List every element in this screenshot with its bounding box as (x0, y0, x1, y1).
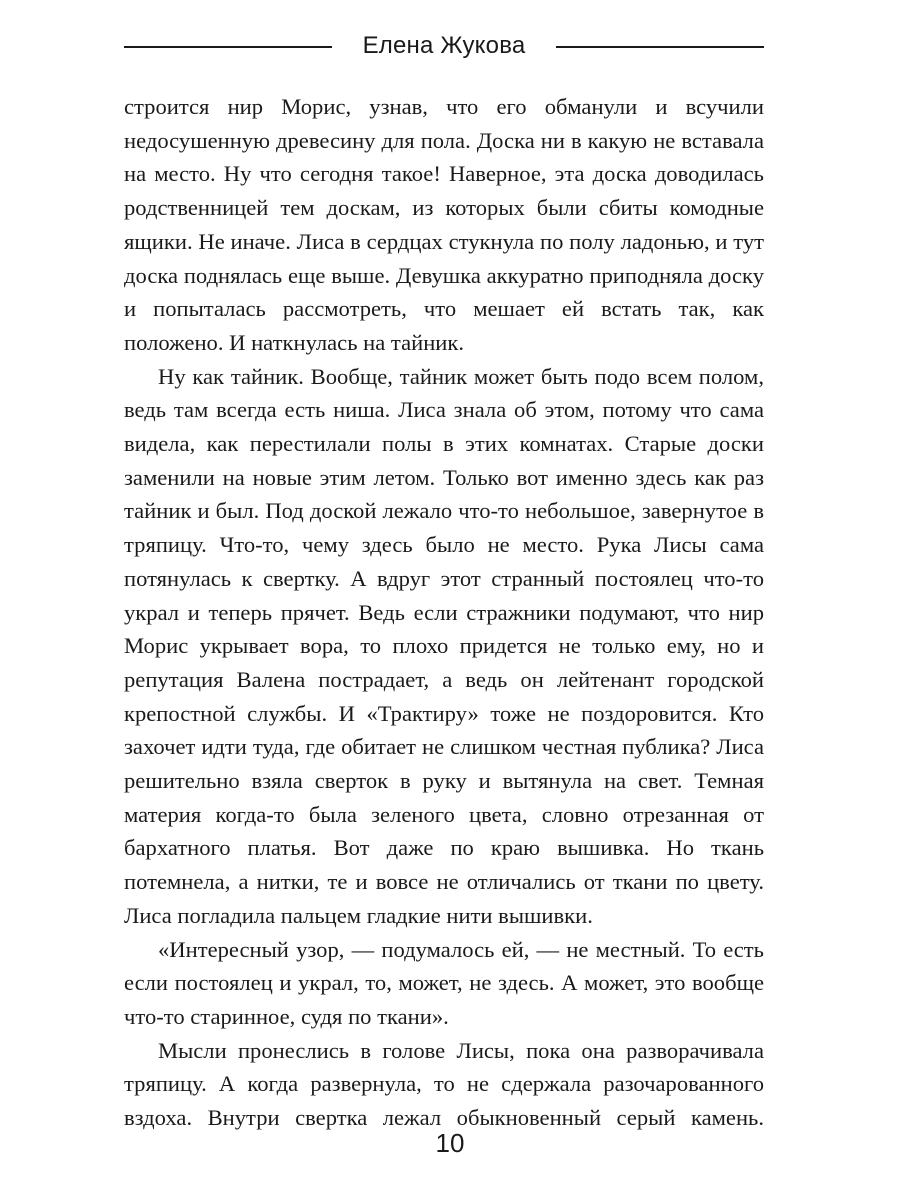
paragraph-2: Ну как тайник. Вообще, тайник может быть подо всем полом, ведь там всегда есть ниша. Лиса знала об этом, потому что сама видела, как перестилали полы в этих комнатах. Старые доски заменили на новые этим летом. Только вот именно здесь как раз тайник и был. Под доской лежало что-то небольшое, завернутое в тряпицу. Что-то, чему здесь было не место. Рука Лисы сама потянулась к свертку. А вдруг этот странный постоялец что-то украл и теперь прячет. Ведь если стражники подумают, что нир Морис укрывает вора, то плохо придется не только ему, но и репутация Валена пострадает, а ведь он лейтенант городской крепостной службы. И «Трактиру» тоже не поздоровится. Кто захочет идти туда, где обитает не слишком честная публика? Лиса решительно взяла сверток в руку и вытянула на свет. Темная материя когда-то была зеленого цвета, словно отрезанная от бархатного платья. Вот даже по краю вышивка. Но ткань потемнела, а нитки, те и вовсе не отличались от ткани по цвету. Лиса погладила пальцем гладкие нити вышивки. (124, 363, 764, 928)
header-rule-right (556, 46, 764, 48)
page-body-text (124, 90, 764, 1135)
paragraph-4: Мысли пронеслись в голове Лисы, пока она разворачивала тряпицу. А когда развернула, то не сдержала разочарованного вздоха. Внутри свертка лежал обыкновенный серый камень. (124, 1037, 764, 1131)
paragraph-1: строится нир Морис, узнав, что его обманули и всучили недосушенную древесину для пола. Доска ни в какую не вставала на место. Ну что сегодня такое! Наверное, эта доска доводилась родственницей тем доскам, из которых были сбиты комодные ящики. Не иначе. Лиса в сердцах стукнула по полу ладонью, и тут доска поднялась еще выше. Девушка аккуратно приподняла доску и попыталась рассмотреть, что мешает ей встать так, как положено. И наткнулась на тайник. (124, 94, 764, 355)
author-name: Елена Жукова (362, 32, 526, 59)
header-rule-left (124, 46, 332, 48)
page-number: 10 (435, 1128, 465, 1158)
running-header (0, 28, 900, 68)
paragraph-3: «Интересный узор, — подумалось ей, — не местный. То есть если постоялец и украл, то, может, не здесь. А может, это вообще что-то старинное, судя по ткани». (124, 936, 764, 1029)
